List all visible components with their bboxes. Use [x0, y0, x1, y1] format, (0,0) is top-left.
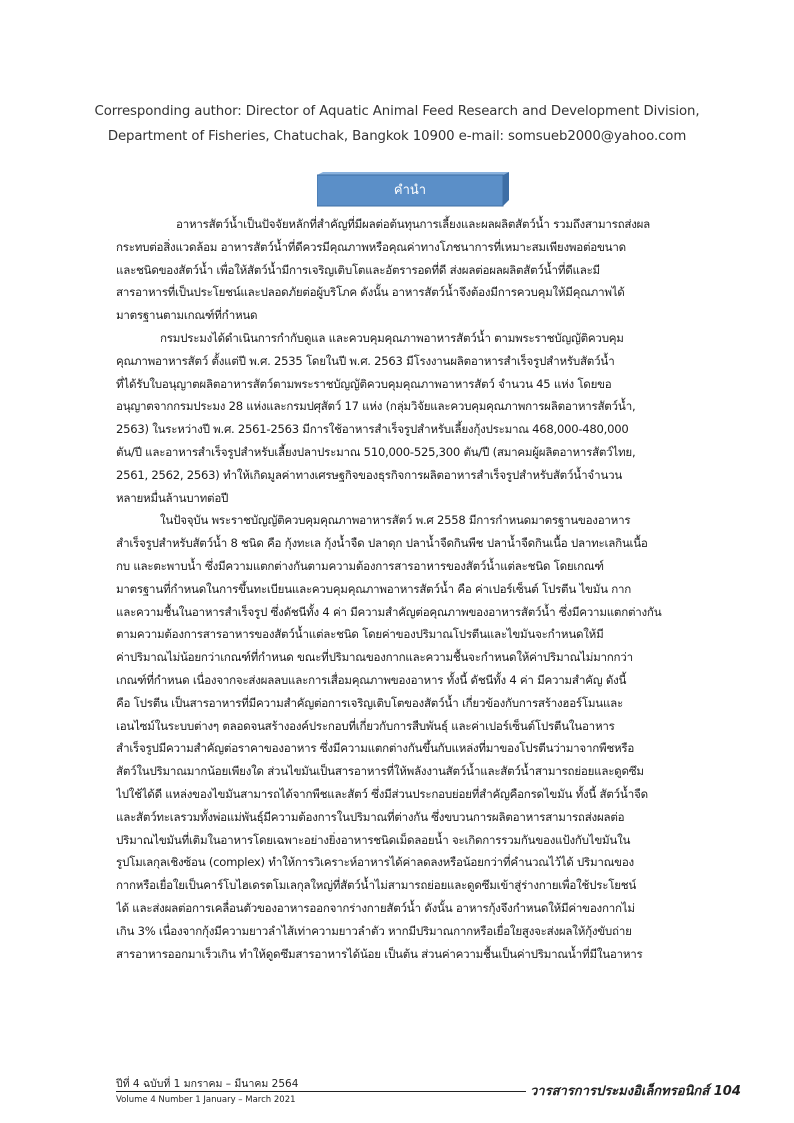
- paragraph-line: กระทบต่อสิ่งแวดล้อม อาหารสัตว์น้ำที่ดีควรมีคุณภาพหรือคุณค่าทางโภชนาการที่เหมาะสมเพียงพอต่อขนาด: [116, 239, 626, 254]
- footer-issue-english: Volume 4 Number 1 January – March 2021: [116, 1095, 296, 1105]
- article-body: [116, 213, 736, 965]
- paragraph-line: และสัตว์ทะเลรวมทั้งพ่อแม่พันธุ์มีความต้องการในปริมาณที่ต่างกัน ซึ่งขบวนการผลิตอาหารสามารถส่งผลต่อ: [116, 809, 625, 824]
- paragraph-line: ตัน/ปี และอาหารสำเร็จรูปสำหรับเลี้ยงปลาประมาณ 510,000-525,300 ตัน/ปี (สมาคมผู้ผลิตอาหารสัตว์ไทย,: [116, 444, 636, 459]
- paragraph-line: ไปใช้ได้ดี แหล่งของไขมันสามารถได้จากพืชและสัตว์ ซึ่งมีส่วนประกอบย่อยที่สำคัญคือกรดไขมัน ทั้งนี้ สัตว์น้ำจืด: [116, 786, 648, 801]
- paragraph-line: กากหรือเยื่อใยเป็นคาร์โบไฮเดรตโมเลกุลใหญ่ที่สัตว์น้ำไม่สามารถย่อยและดูดซึมเข้าสู่ร่างกายเพื่อใช้ประโยชน์: [116, 878, 637, 893]
- paragraph-line: และความชื้นในอาหารสำเร็จรูป ซึ่งดัชนีทั้ง 4 ค่า มีความสำคัญต่อคุณภาพของอาหารสัตว์น้ำ ซึ่งมีความแตกต่างกัน: [116, 604, 662, 619]
- footer-journal-name: วารสารการประมงอิเล็กทรอนิกส์: [530, 1084, 710, 1099]
- paragraph-line: และชนิดของสัตว์น้ำ เพื่อให้สัตว์น้ำมีการเจริญเติบโตและอัตรารอดที่ดี ส่งผลต่อผลผลิตสัตว์น้ำที่ดีและมี: [116, 262, 600, 277]
- paragraph-line: สารอาหารที่เป็นประโยชน์และปลอดภัยต่อผู้บริโภค ดังนั้น อาหารสัตว์น้ำจึงต้องมีการควบคุมให้มีคุณภาพได้: [116, 285, 625, 300]
- paragraph-line: กบ และตะพาบน้ำ ซึ่งมีความแตกต่างกันตามความต้องการสารอาหารของสัตว์น้ำแต่ละชนิด โดยเกณฑ์: [116, 558, 604, 573]
- footer-divider: [116, 1091, 526, 1092]
- paragraph-line: สัตว์ในปริมาณมากน้อยเพียงใด ส่วนไขมันเป็นสารอาหารที่ให้พลังงานสัตว์น้ำและสัตว์น้ำสามารถย่อยและดูดซึม: [116, 764, 644, 779]
- footer-journal-page: [530, 1080, 740, 1101]
- paragraph-line: คือ โปรตีน เป็นสารอาหารที่มีความสำคัญต่อการเจริญเติบโตของสัตว์น้ำ เกี่ยวข้องกับการสร้างฮอร์โมนและ: [116, 695, 624, 710]
- paragraph-line: สารอาหารออกมาเร็วเกิน ทำให้ดูดซึมสารอาหารได้น้อย เป็นต้น ส่วนค่าความชื้นเป็นค่าปริมาณน้ำที่มีในอาหาร: [116, 946, 643, 961]
- paragraph-line: มาตรฐานที่กำหนดในการขึ้นทะเบียนและควบคุมคุณภาพอาหารสัตว์น้ำ คือ ค่าเปอร์เซ็นต์ โปรตีน ไขมัน กาก: [116, 581, 632, 596]
- paragraph-line: สำเร็จรูปสำหรับสัตว์น้ำ 8 ชนิด คือ กุ้งทะเล กุ้งน้ำจืด ปลาดุก ปลาน้ำจืดกินพืช ปลาน้ำจืดกินเนื้อ ปลาทะเลกินเนื้อ: [116, 536, 648, 551]
- paragraph-line: 2561, 2562, 2563) ทำให้เกิดมูลค่าทางเศรษฐกิจของธุรกิจการผลิตอาหารสำเร็จรูปสำหรับสัตว์น้ำจำนวน: [116, 467, 623, 482]
- paragraph-line: ตามความต้องการสารอาหารของสัตว์น้ำแต่ละชนิด โดยค่าของปริมาณโปรตีนและไขมันจะกำหนดให้มี: [116, 627, 604, 642]
- paragraph-line: อนุญาตจากกรมประมง 28 แห่งและกรมปศุสัตว์ 17 แห่ง (กลุ่มวิจัยและควบคุมคุณภาพการผลิตอาหารสัตว์น้ำ,: [116, 399, 636, 414]
- paragraph-line: ปริมาณไขมันที่เติมในอาหารโดยเฉพาะอย่างยิ่งอาหารชนิดเม็ดลอยน้ำ จะเกิดการรวมกันของแป้งกับไขมันใน: [116, 832, 631, 847]
- paragraph-line: เอนไซม์ในระบบต่างๆ ตลอดจนสร้างองค์ประกอบที่เกี่ยวกับการสืบพันธุ์ และค่าเปอร์เซ็นต์โปรตีนในอาหาร: [116, 718, 615, 733]
- paragraph-line: ที่ได้รับใบอนุญาตผลิตอาหารสัตว์ตามพระราชบัญญัติควบคุมคุณภาพอาหารสัตว์ จำนวน 45 แห่ง โดยขอ: [116, 376, 612, 391]
- footer-issue-info: [116, 1076, 298, 1108]
- affiliation-line-2: Department of Fisheries, Chatuchak, Bangkok 10900 e-mail: somsueb2000@yahoo.com: [107, 129, 687, 144]
- paragraph-line: คุณภาพอาหารสัตว์ ตั้งแต่ปี พ.ศ. 2535 โดยในปี พ.ศ. 2563 มีโรงงานผลิตอาหารสำเร็จรูปสำหรับสัตว์น้ำ: [116, 353, 615, 368]
- paragraph-line: เกณฑ์ที่กำหนด เนื่องจากจะส่งผลลบและการเสื่อมคุณภาพของอาหาร ทั้งนี้ ดัชนีทั้ง 4 ค่า มีความสำคัญ ดังนี้: [116, 672, 627, 687]
- paragraph-line: มาตรฐานตามเกณฑ์ที่กำหนด: [116, 308, 258, 323]
- paragraph-line: กรมประมงได้ดำเนินการกำกับดูแล และควบคุมคุณภาพอาหารสัตว์น้ำ ตามพระราชบัญญัติควบคุม: [160, 330, 624, 345]
- footer-issue-thai: ปีที่ 4 ฉบับที่ 1 มกราคม – มีนาคม 2564: [116, 1078, 299, 1090]
- corresponding-author-affiliation: [90, 99, 704, 149]
- paragraph-line: สำเร็จรูปมีความสำคัญต่อราคาของอาหาร ซึ่งมีความแตกต่างกันขึ้นกับแหล่งที่มาของโปรตีนว่ามาจากพืชหรือ: [116, 741, 635, 756]
- paragraph-line: ได้ และส่งผลต่อการเคลื่อนตัวของอาหารออกจากร่างกายสัตว์น้ำ ดังนั้น อาหารกุ้งจึงกำหนดให้มีค่าของกากไม่: [116, 900, 635, 915]
- affiliation-line-1: Corresponding author: Director of Aquatic Animal Feed Research and Development Division,: [94, 104, 700, 119]
- footer-page-number: 104: [713, 1084, 741, 1099]
- section-heading-introduction: คำนำ: [393, 183, 427, 198]
- paragraph-line: หลายหมื่นล้านบาทต่อปี: [116, 490, 229, 505]
- paragraph-line: เกิน 3% เนื่องจากกุ้งมีความยาวลำไส้เท่าความยาวลำตัว หากมีปริมาณกากหรือเยื่อใยสูงจะส่งผลให้กุ้งขับถ่าย: [116, 923, 632, 938]
- paragraph-line: 2563) ในระหว่างปี พ.ศ. 2561-2563 มีการใช้อาหารสำเร็จรูปสำหรับเลี้ยงกุ้งประมาณ 468,000-480,000: [116, 422, 629, 437]
- paragraph-line: อาหารสัตว์น้ำเป็นปัจจัยหลักที่สำคัญที่มีผลต่อต้นทุนการเลี้ยงและผลผลิตสัตว์น้ำ รวมถึงสามารถส่งผล: [176, 217, 651, 231]
- paragraph-line: ค่าปริมาณไม่น้อยกว่าเกณฑ์ที่กำหนด ขณะที่ปริมาณของกากและความชื้นจะกำหนดให้ค่าปริมาณไม่มากกว่า: [116, 650, 633, 665]
- paragraph-line: รูปโมเลกุลเชิงซ้อน (complex) ทำให้การวิเคราะห์อาหารได้ค่าลดลงหรือน้อยกว่าที่คำนวณไว้ได้ ปริมาณของ: [116, 855, 634, 870]
- paragraph-line: ในปัจจุบัน พระราชบัญญัติควบคุมคุณภาพอาหารสัตว์ พ.ศ 2558 มีการกำหนดมาตรฐานของอาหาร: [160, 513, 631, 528]
- section-heading-box: [317, 172, 503, 206]
